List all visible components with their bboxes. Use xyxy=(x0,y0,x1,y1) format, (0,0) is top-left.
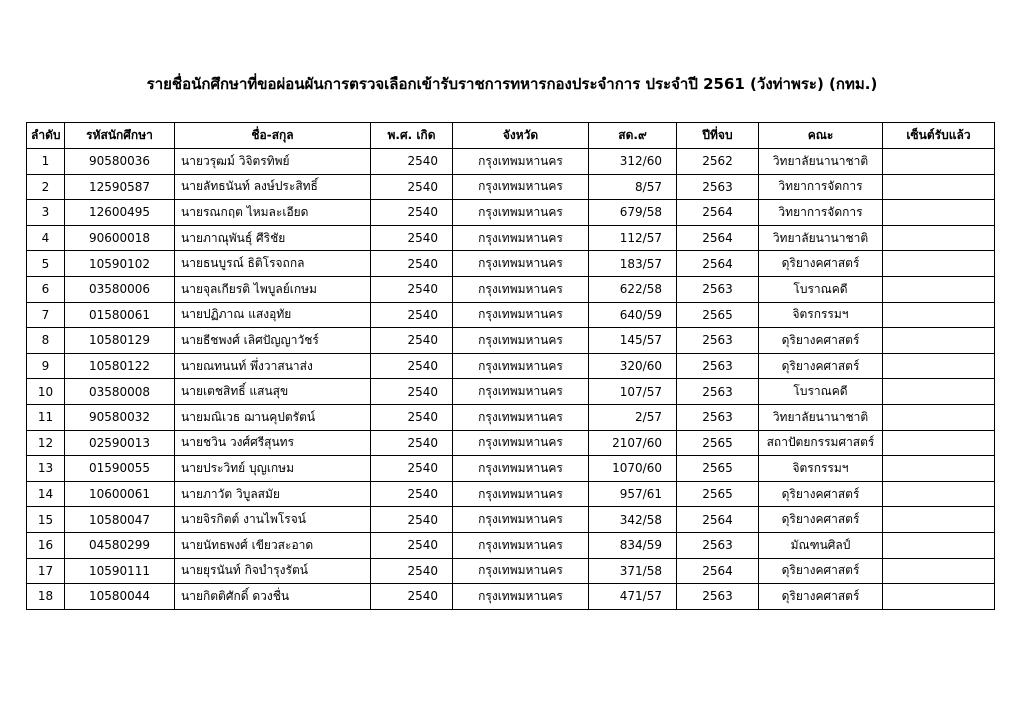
cell-graduation-year: 2565 xyxy=(677,430,759,456)
cell-province: กรุงเทพมหานคร xyxy=(453,200,589,226)
cell-name: นายยุรนันท์ กิจบำรุงรัตน์ xyxy=(175,558,371,584)
cell-province: กรุงเทพมหานคร xyxy=(453,430,589,456)
cell-province: กรุงเทพมหานคร xyxy=(453,302,589,328)
cell-province: กรุงเทพมหานคร xyxy=(453,276,589,302)
cell-signed xyxy=(883,276,995,302)
table-row xyxy=(27,558,995,584)
table-row xyxy=(27,532,995,558)
cell-province: กรุงเทพมหานคร xyxy=(453,225,589,251)
cell-province: กรุงเทพมหานคร xyxy=(453,328,589,354)
cell-signed xyxy=(883,584,995,610)
cell-student-id: 10600061 xyxy=(65,481,175,507)
cell-student-id: 01590055 xyxy=(65,456,175,482)
cell-faculty: ดุริยางคศาสตร์ xyxy=(759,481,883,507)
cell-province: กรุงเทพมหานคร xyxy=(453,251,589,277)
table-header-row xyxy=(27,123,995,149)
cell-birth-year: 2540 xyxy=(371,558,453,584)
cell-birth-year: 2540 xyxy=(371,404,453,430)
cell-student-id: 01580061 xyxy=(65,302,175,328)
cell-no: 15 xyxy=(27,507,65,533)
column-header-student-id: รหัสนักศึกษา xyxy=(65,123,175,149)
cell-graduation-year: 2564 xyxy=(677,507,759,533)
cell-birth-year: 2540 xyxy=(371,456,453,482)
cell-graduation-year: 2563 xyxy=(677,379,759,405)
cell-name: นายธีชพงศ์ เลิศปัญญาวัชร์ xyxy=(175,328,371,354)
cell-student-id: 10590111 xyxy=(65,558,175,584)
cell-birth-year: 2540 xyxy=(371,430,453,456)
cell-province: กรุงเทพมหานคร xyxy=(453,379,589,405)
cell-faculty: วิทยาลัยนานาชาติ xyxy=(759,404,883,430)
cell-graduation-year: 2563 xyxy=(677,404,759,430)
column-header-faculty: คณะ xyxy=(759,123,883,149)
cell-province: กรุงเทพมหานคร xyxy=(453,507,589,533)
column-header-no: ลำดับ xyxy=(27,123,65,149)
cell-birth-year: 2540 xyxy=(371,584,453,610)
cell-student-id: 03580008 xyxy=(65,379,175,405)
cell-graduation-year: 2563 xyxy=(677,174,759,200)
cell-student-id: 90580032 xyxy=(65,404,175,430)
cell-sd9: 622/58 xyxy=(589,276,677,302)
table-row xyxy=(27,456,995,482)
table-row xyxy=(27,353,995,379)
cell-sd9: 834/59 xyxy=(589,532,677,558)
cell-name: นายจิรกิตต์ งานไพโรจน์ xyxy=(175,507,371,533)
cell-birth-year: 2540 xyxy=(371,302,453,328)
table-row xyxy=(27,430,995,456)
cell-name: นายภาณุพันธุ์ ศีริชัย xyxy=(175,225,371,251)
cell-sd9: 107/57 xyxy=(589,379,677,405)
cell-signed xyxy=(883,481,995,507)
cell-province: กรุงเทพมหานคร xyxy=(453,558,589,584)
cell-signed xyxy=(883,302,995,328)
cell-no: 11 xyxy=(27,404,65,430)
cell-no: 16 xyxy=(27,532,65,558)
cell-sd9: 183/57 xyxy=(589,251,677,277)
cell-faculty: ดุริยางคศาสตร์ xyxy=(759,328,883,354)
cell-no: 6 xyxy=(27,276,65,302)
cell-signed xyxy=(883,532,995,558)
cell-no: 5 xyxy=(27,251,65,277)
cell-no: 9 xyxy=(27,353,65,379)
cell-student-id: 10580129 xyxy=(65,328,175,354)
cell-signed xyxy=(883,174,995,200)
cell-sd9: 679/58 xyxy=(589,200,677,226)
cell-faculty: วิทยาลัยนานาชาติ xyxy=(759,225,883,251)
column-header-birth-year: พ.ศ. เกิด xyxy=(371,123,453,149)
cell-signed xyxy=(883,430,995,456)
cell-signed xyxy=(883,507,995,533)
cell-student-id: 12600495 xyxy=(65,200,175,226)
cell-province: กรุงเทพมหานคร xyxy=(453,149,589,175)
cell-signed xyxy=(883,353,995,379)
cell-birth-year: 2540 xyxy=(371,481,453,507)
cell-birth-year: 2540 xyxy=(371,379,453,405)
table-row xyxy=(27,302,995,328)
cell-birth-year: 2540 xyxy=(371,225,453,251)
cell-graduation-year: 2563 xyxy=(677,328,759,354)
table-row xyxy=(27,379,995,405)
table-row xyxy=(27,404,995,430)
cell-name: นายปฏิภาณ แสงอุทัย xyxy=(175,302,371,328)
cell-student-id: 10580044 xyxy=(65,584,175,610)
cell-student-id: 10580047 xyxy=(65,507,175,533)
cell-student-id: 10580122 xyxy=(65,353,175,379)
cell-signed xyxy=(883,558,995,584)
table-row xyxy=(27,584,995,610)
cell-province: กรุงเทพมหานคร xyxy=(453,456,589,482)
cell-signed xyxy=(883,225,995,251)
cell-no: 10 xyxy=(27,379,65,405)
cell-birth-year: 2540 xyxy=(371,251,453,277)
cell-faculty: สถาปัตยกรรมศาสตร์ xyxy=(759,430,883,456)
cell-no: 1 xyxy=(27,149,65,175)
cell-sd9: 640/59 xyxy=(589,302,677,328)
cell-faculty: ดุริยางคศาสตร์ xyxy=(759,251,883,277)
cell-graduation-year: 2562 xyxy=(677,149,759,175)
cell-sd9: 1070/60 xyxy=(589,456,677,482)
table-row xyxy=(27,481,995,507)
cell-name: นายนัทธพงศ์ เขียวสะอาด xyxy=(175,532,371,558)
cell-graduation-year: 2564 xyxy=(677,558,759,584)
cell-graduation-year: 2565 xyxy=(677,481,759,507)
cell-birth-year: 2540 xyxy=(371,276,453,302)
cell-student-id: 04580299 xyxy=(65,532,175,558)
table-row xyxy=(27,149,995,175)
cell-no: 13 xyxy=(27,456,65,482)
cell-no: 8 xyxy=(27,328,65,354)
table-row xyxy=(27,507,995,533)
cell-sd9: 112/57 xyxy=(589,225,677,251)
table-row xyxy=(27,225,995,251)
cell-name: นายมณิเวธ ฌานคุปตรัตน์ xyxy=(175,404,371,430)
cell-no: 4 xyxy=(27,225,65,251)
cell-birth-year: 2540 xyxy=(371,328,453,354)
cell-name: นายจุลเกียรติ ไพบูลย์เกษม xyxy=(175,276,371,302)
cell-signed xyxy=(883,328,995,354)
table-row xyxy=(27,251,995,277)
cell-sd9: 342/58 xyxy=(589,507,677,533)
cell-graduation-year: 2565 xyxy=(677,302,759,328)
cell-student-id: 10590102 xyxy=(65,251,175,277)
cell-province: กรุงเทพมหานคร xyxy=(453,481,589,507)
cell-no: 2 xyxy=(27,174,65,200)
cell-faculty: โบราณคดี xyxy=(759,379,883,405)
cell-name: นายรณกฤต ไหมละเอียด xyxy=(175,200,371,226)
cell-province: กรุงเทพมหานคร xyxy=(453,353,589,379)
cell-faculty: จิตรกรรมฯ xyxy=(759,456,883,482)
cell-student-id: 02590013 xyxy=(65,430,175,456)
cell-no: 12 xyxy=(27,430,65,456)
cell-province: กรุงเทพมหานคร xyxy=(453,404,589,430)
cell-graduation-year: 2565 xyxy=(677,456,759,482)
cell-graduation-year: 2563 xyxy=(677,584,759,610)
document-title: รายชื่อนักศึกษาที่ขอผ่อนผันการตรวจเลือกเข้ารับราชการทหารกองประจำการ ประจำปี 2561 (วังท่าพระ) (กทม.) xyxy=(146,75,878,93)
cell-sd9: 320/60 xyxy=(589,353,677,379)
cell-faculty: วิทยาลัยนานาชาติ xyxy=(759,149,883,175)
cell-signed xyxy=(883,404,995,430)
cell-faculty: วิทยาการจัดการ xyxy=(759,174,883,200)
cell-name: นายวรุฒม์ วิจิตรทิพย์ xyxy=(175,149,371,175)
cell-faculty: ดุริยางคศาสตร์ xyxy=(759,507,883,533)
cell-birth-year: 2540 xyxy=(371,200,453,226)
cell-signed xyxy=(883,200,995,226)
cell-birth-year: 2540 xyxy=(371,507,453,533)
cell-student-id: 12590587 xyxy=(65,174,175,200)
cell-name: นายเตชสิทธิ์ แสนสุข xyxy=(175,379,371,405)
cell-faculty: โบราณคดี xyxy=(759,276,883,302)
cell-province: กรุงเทพมหานคร xyxy=(453,532,589,558)
cell-sd9: 2107/60 xyxy=(589,430,677,456)
cell-signed xyxy=(883,379,995,405)
cell-sd9: 471/57 xyxy=(589,584,677,610)
student-deferment-table xyxy=(26,122,995,610)
cell-no: 3 xyxy=(27,200,65,226)
cell-signed xyxy=(883,149,995,175)
cell-birth-year: 2540 xyxy=(371,174,453,200)
cell-no: 7 xyxy=(27,302,65,328)
cell-province: กรุงเทพมหานคร xyxy=(453,584,589,610)
cell-no: 14 xyxy=(27,481,65,507)
cell-graduation-year: 2563 xyxy=(677,353,759,379)
cell-birth-year: 2540 xyxy=(371,149,453,175)
column-header-graduation-year: ปีที่จบ xyxy=(677,123,759,149)
cell-student-id: 90600018 xyxy=(65,225,175,251)
table-row xyxy=(27,328,995,354)
cell-no: 17 xyxy=(27,558,65,584)
column-header-signed: เซ็นต์รับแล้ว xyxy=(883,123,995,149)
cell-faculty: วิทยาการจัดการ xyxy=(759,200,883,226)
column-header-name: ชื่อ-สกุล xyxy=(175,123,371,149)
cell-no: 18 xyxy=(27,584,65,610)
cell-sd9: 145/57 xyxy=(589,328,677,354)
cell-faculty: จิตรกรรมฯ xyxy=(759,302,883,328)
cell-birth-year: 2540 xyxy=(371,353,453,379)
cell-name: นายณทนนท์ พึ่งวาสนาส่ง xyxy=(175,353,371,379)
cell-graduation-year: 2563 xyxy=(677,532,759,558)
cell-name: นายลัทธนันท์ ลงษ์ประสิทธิ์ xyxy=(175,174,371,200)
cell-student-id: 90580036 xyxy=(65,149,175,175)
cell-graduation-year: 2563 xyxy=(677,276,759,302)
cell-name: นายธนบูรณ์ ธิติโรจถกล xyxy=(175,251,371,277)
cell-sd9: 8/57 xyxy=(589,174,677,200)
column-header-province: จังหวัด xyxy=(453,123,589,149)
cell-graduation-year: 2564 xyxy=(677,251,759,277)
cell-name: นายภาวัต วิบูลสมัย xyxy=(175,481,371,507)
cell-birth-year: 2540 xyxy=(371,532,453,558)
column-header-sd9: สด.๙ xyxy=(589,123,677,149)
cell-student-id: 03580006 xyxy=(65,276,175,302)
cell-signed xyxy=(883,456,995,482)
table-row xyxy=(27,276,995,302)
cell-name: นายกิตติศักดิ์ ดวงชื่น xyxy=(175,584,371,610)
cell-name: นายประวิทย์ บุญเกษม xyxy=(175,456,371,482)
cell-sd9: 2/57 xyxy=(589,404,677,430)
table-row xyxy=(27,200,995,226)
cell-faculty: ดุริยางคศาสตร์ xyxy=(759,353,883,379)
cell-faculty: ดุริยางคศาสตร์ xyxy=(759,558,883,584)
cell-graduation-year: 2564 xyxy=(677,225,759,251)
cell-name: นายชวิน วงศ์ศรีสุนทร xyxy=(175,430,371,456)
cell-faculty: ดุริยางคศาสตร์ xyxy=(759,584,883,610)
table-row xyxy=(27,174,995,200)
cell-sd9: 312/60 xyxy=(589,149,677,175)
table-body xyxy=(27,149,995,610)
cell-sd9: 371/58 xyxy=(589,558,677,584)
cell-province: กรุงเทพมหานคร xyxy=(453,174,589,200)
cell-faculty: มัณฑนศิลป์ xyxy=(759,532,883,558)
cell-sd9: 957/61 xyxy=(589,481,677,507)
cell-graduation-year: 2564 xyxy=(677,200,759,226)
cell-signed xyxy=(883,251,995,277)
